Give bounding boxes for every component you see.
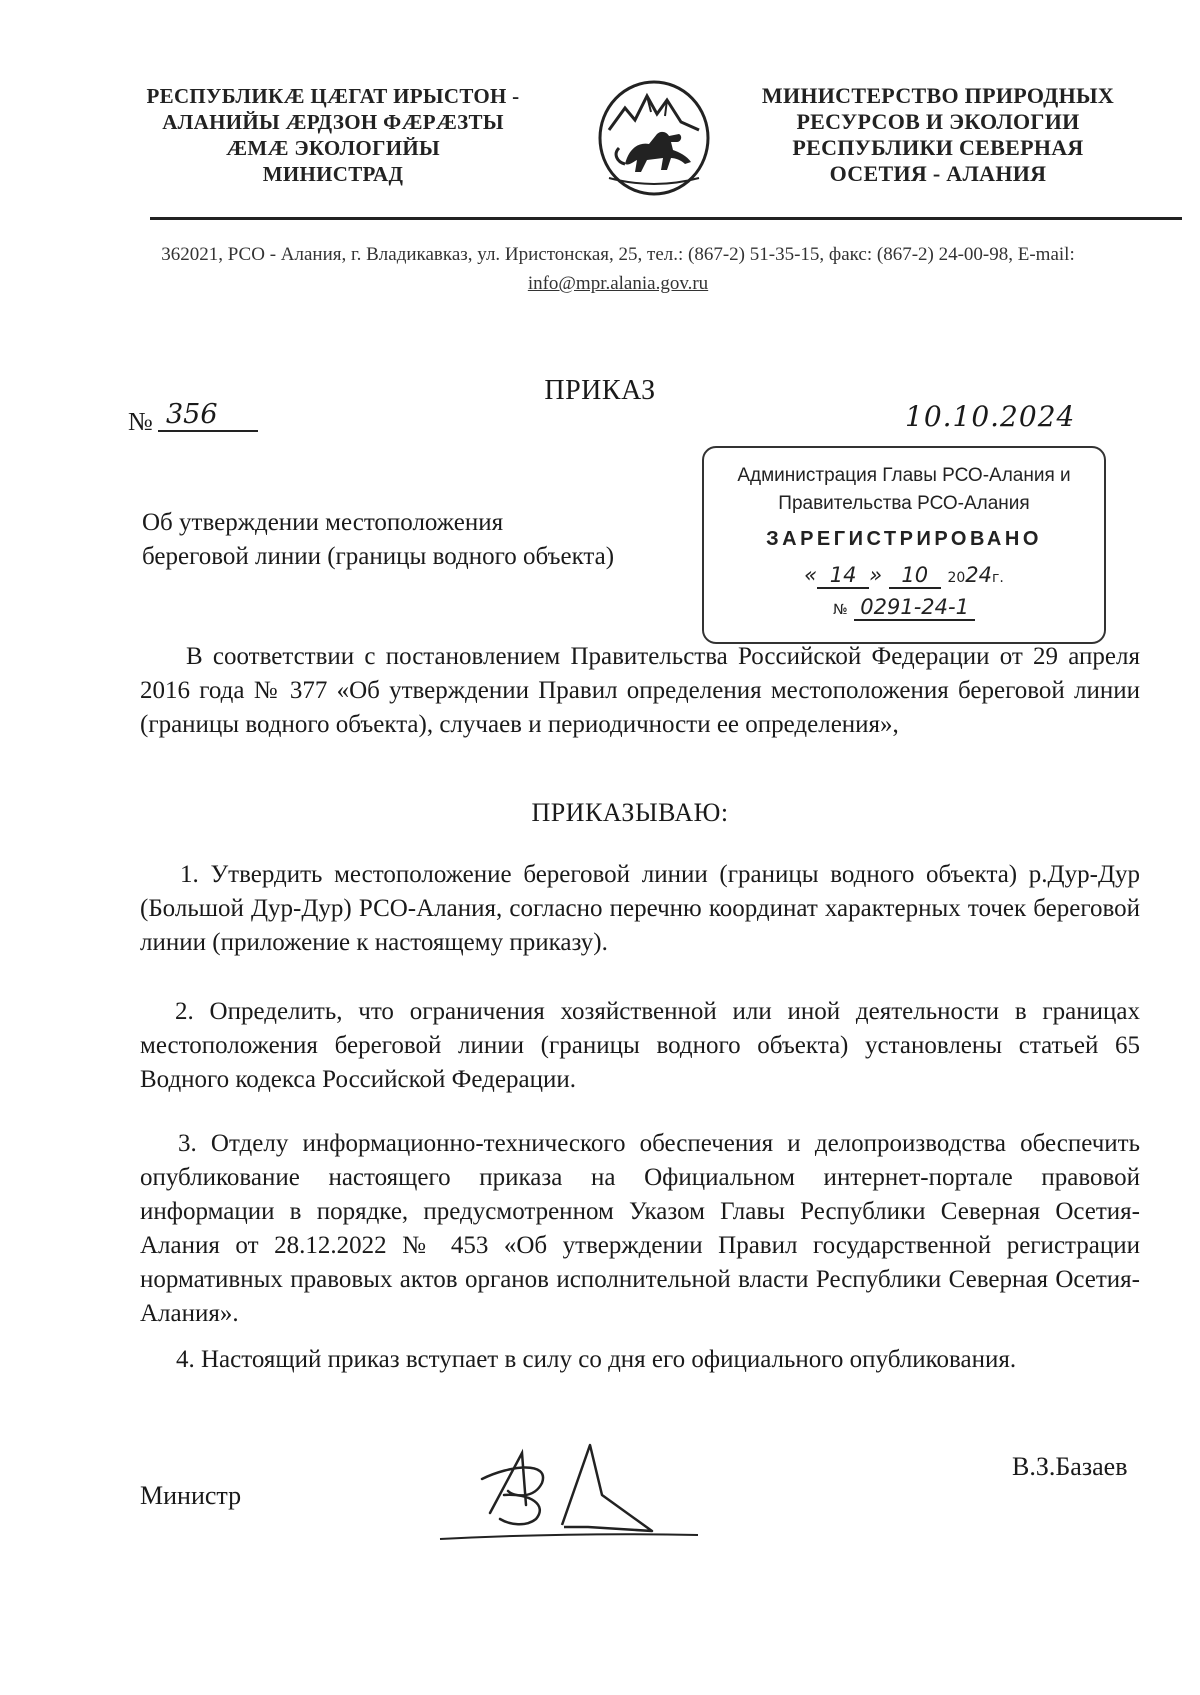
document-subject [142,506,614,574]
subject-line: Об утверждении местоположения [142,509,504,536]
address-block [118,240,1118,298]
stamp-day: 14 [817,563,869,589]
stamp-org-line: Правительства РСО-Алания [778,493,1030,514]
intro-paragraph: В соответствии с постановлением Правительства Российской Федерации от 29 апреля 2016 года № 377 «Об утверждении Правил определения местоположения береговой линии (границы водного объекта), случаев и периодичности ее определения», [140,643,1140,738]
header-left-line: МИНИСТРАД [262,162,404,186]
order-heading: ПРИКАЗЫВАЮ: [531,798,729,827]
address-text: 362021, РСО - Алания, г. Владикавказ, ул. Иристонская, 25, тел.: (867-2) 51-35-15, факс: (867-2) 24-00-98, E-mail: [161,244,1075,265]
stamp-year-prefix: 20 [947,570,966,586]
stamp-org-line: Администрация Главы РСО-Алания и [737,465,1071,486]
header-right-line: МИНИСТЕРСТВО ПРИРОДНЫХ [761,83,1115,108]
signatory-name: В.З.Базаев [1012,1452,1128,1481]
stamp-organization [704,462,1104,518]
order-date: 10.10.2024 [905,400,1076,433]
signatory-position: Министр [140,1481,242,1510]
header-left-line: АЛАНИЙЫ ӔРДЗОН ФӔРӔЗТЫ [162,110,504,134]
coat-of-arms-icon [595,78,713,198]
order-number-label: № [128,407,153,436]
order-item-3: 3. Отделу информационно-технического обеспечения и делопроизводства обеспечить опубликование настоящего приказа на Официальном интернет-портале правовой информации в порядке, предусмотренном Указом Главы Республики Северная Осетия-Алания от 28.12.2022 № 453 «Об утверждении Правил государственной регистрации нормативных правовых актов органов исполнительной власти Республики Северная Осетия-Алания». [140,1130,1140,1327]
stamp-year-mark: г. [992,570,1004,586]
handwritten-signature [430,1435,730,1555]
order-number-value: 356 [158,400,258,432]
stamp-reg-number [704,595,1104,621]
stamp-year-suffix: 24 [965,563,993,587]
stamp-date: « 14 » 10 2024г. [804,563,1004,587]
document-title: ПРИКАЗ [544,375,656,406]
order-item-4: 4. Настоящий приказ вступает в силу со дня его официального опубликования. [176,1346,1017,1373]
email-link[interactable]: info@mpr.alania.gov.ru [527,273,709,294]
stamp-month: 10 [889,563,941,589]
stamp-status: ЗАРЕГИСТРИРОВАНО [766,528,1042,550]
stamp-reg-number-value: 0291-24-1 [854,595,975,621]
header-left-org-name [118,83,548,187]
registration-stamp [702,446,1106,644]
header-right-org-name [738,83,1138,187]
subject-line: береговой линии (границы водного объекта) [142,543,615,570]
header-right-line: РЕСУРСОВ И ЭКОЛОГИИ [796,109,1080,134]
header-left-line: ӔМӔ ЭКОЛОГИЙЫ [226,136,440,160]
header-right-line: РЕСПУБЛИКИ СЕВЕРНАЯ [792,135,1084,160]
order-item-2: 2. Определить, что ограничения хозяйственной или иной деятельности в границах местоположения береговой линии (границы водного объекта) установлены статьей 65 Водного кодекса Российской Федерации. [140,998,1140,1093]
stamp-reg-number-label: № [833,602,848,618]
header-left-line: РЕСПУБЛИКӔ ЦӔГАТ ИРЫСТОН - [146,84,520,108]
header-divider [150,217,1182,220]
header-right-line: ОСЕТИЯ - АЛАНИЯ [829,161,1047,186]
order-item-1: 1. Утвердить местоположение береговой линии (границы водного объекта) р.Дур-Дур (Большой Дур-Дур) РСО-Алания, согласно перечню координат характерных точек береговой линии (приложение к настоящему приказу). [140,861,1140,956]
